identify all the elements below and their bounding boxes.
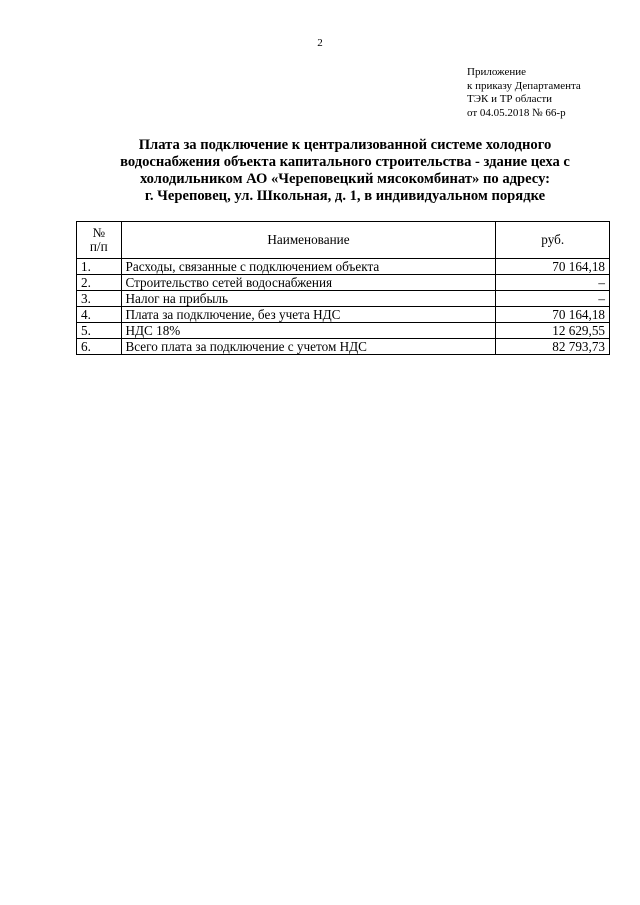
- table-row: [77, 307, 610, 323]
- document-title: [80, 137, 610, 205]
- row-amount: 70 164,18: [496, 307, 610, 323]
- header-rub: руб.: [496, 222, 610, 259]
- row-num: 6.: [77, 339, 122, 355]
- appendix-line: от 04.05.2018 № 66-р: [467, 106, 566, 119]
- row-num: 4.: [77, 307, 122, 323]
- row-num: 1.: [77, 259, 122, 275]
- row-amount: –: [496, 291, 610, 307]
- row-name: Налог на прибыль: [121, 291, 496, 307]
- header-num: [77, 222, 122, 259]
- appendix-line: к приказу Департамента: [467, 79, 581, 92]
- appendix-line: ТЭК и ТР области: [467, 93, 553, 105]
- row-amount: 82 793,73: [496, 339, 610, 355]
- table-header-row: [77, 222, 610, 259]
- row-amount: 70 164,18: [496, 259, 610, 275]
- fee-table: [76, 221, 610, 355]
- row-amount: 12 629,55: [496, 323, 610, 339]
- header-num-abbr: п/п: [89, 239, 108, 254]
- table-row: [77, 275, 610, 291]
- table-row: [77, 259, 610, 275]
- table-row: [77, 339, 610, 355]
- row-amount: –: [496, 275, 610, 291]
- row-num: 5.: [77, 323, 122, 339]
- table-row: [77, 323, 610, 339]
- header-num-symbol: №: [92, 225, 106, 240]
- title-line: Плата за подключение к централизованной системе холодного: [138, 137, 552, 153]
- row-name: Строительство сетей водоснабжения: [121, 275, 496, 291]
- row-num: 3.: [77, 291, 122, 307]
- row-name: Расходы, связанные с подключением объекта: [121, 259, 496, 275]
- title-line: г. Череповец, ул. Школьная, д. 1, в индивидуальном порядке: [144, 188, 546, 204]
- row-name: Всего плата за подключение с учетом НДС: [121, 339, 496, 355]
- row-name: НДС 18%: [121, 323, 496, 339]
- row-name: Плата за подключение, без учета НДС: [121, 307, 496, 323]
- row-num: 2.: [77, 275, 122, 291]
- appendix-line: Приложение: [467, 66, 527, 78]
- title-line: водоснабжения объекта капитального строительства - здание цеха с: [120, 154, 570, 170]
- table-row: [77, 291, 610, 307]
- appendix-block: [467, 66, 581, 120]
- header-name: Наименование: [121, 222, 496, 259]
- title-line: холодильником АО «Череповецкий мясокомбинат» по адресу:: [139, 171, 551, 187]
- page-number: 2: [317, 37, 323, 49]
